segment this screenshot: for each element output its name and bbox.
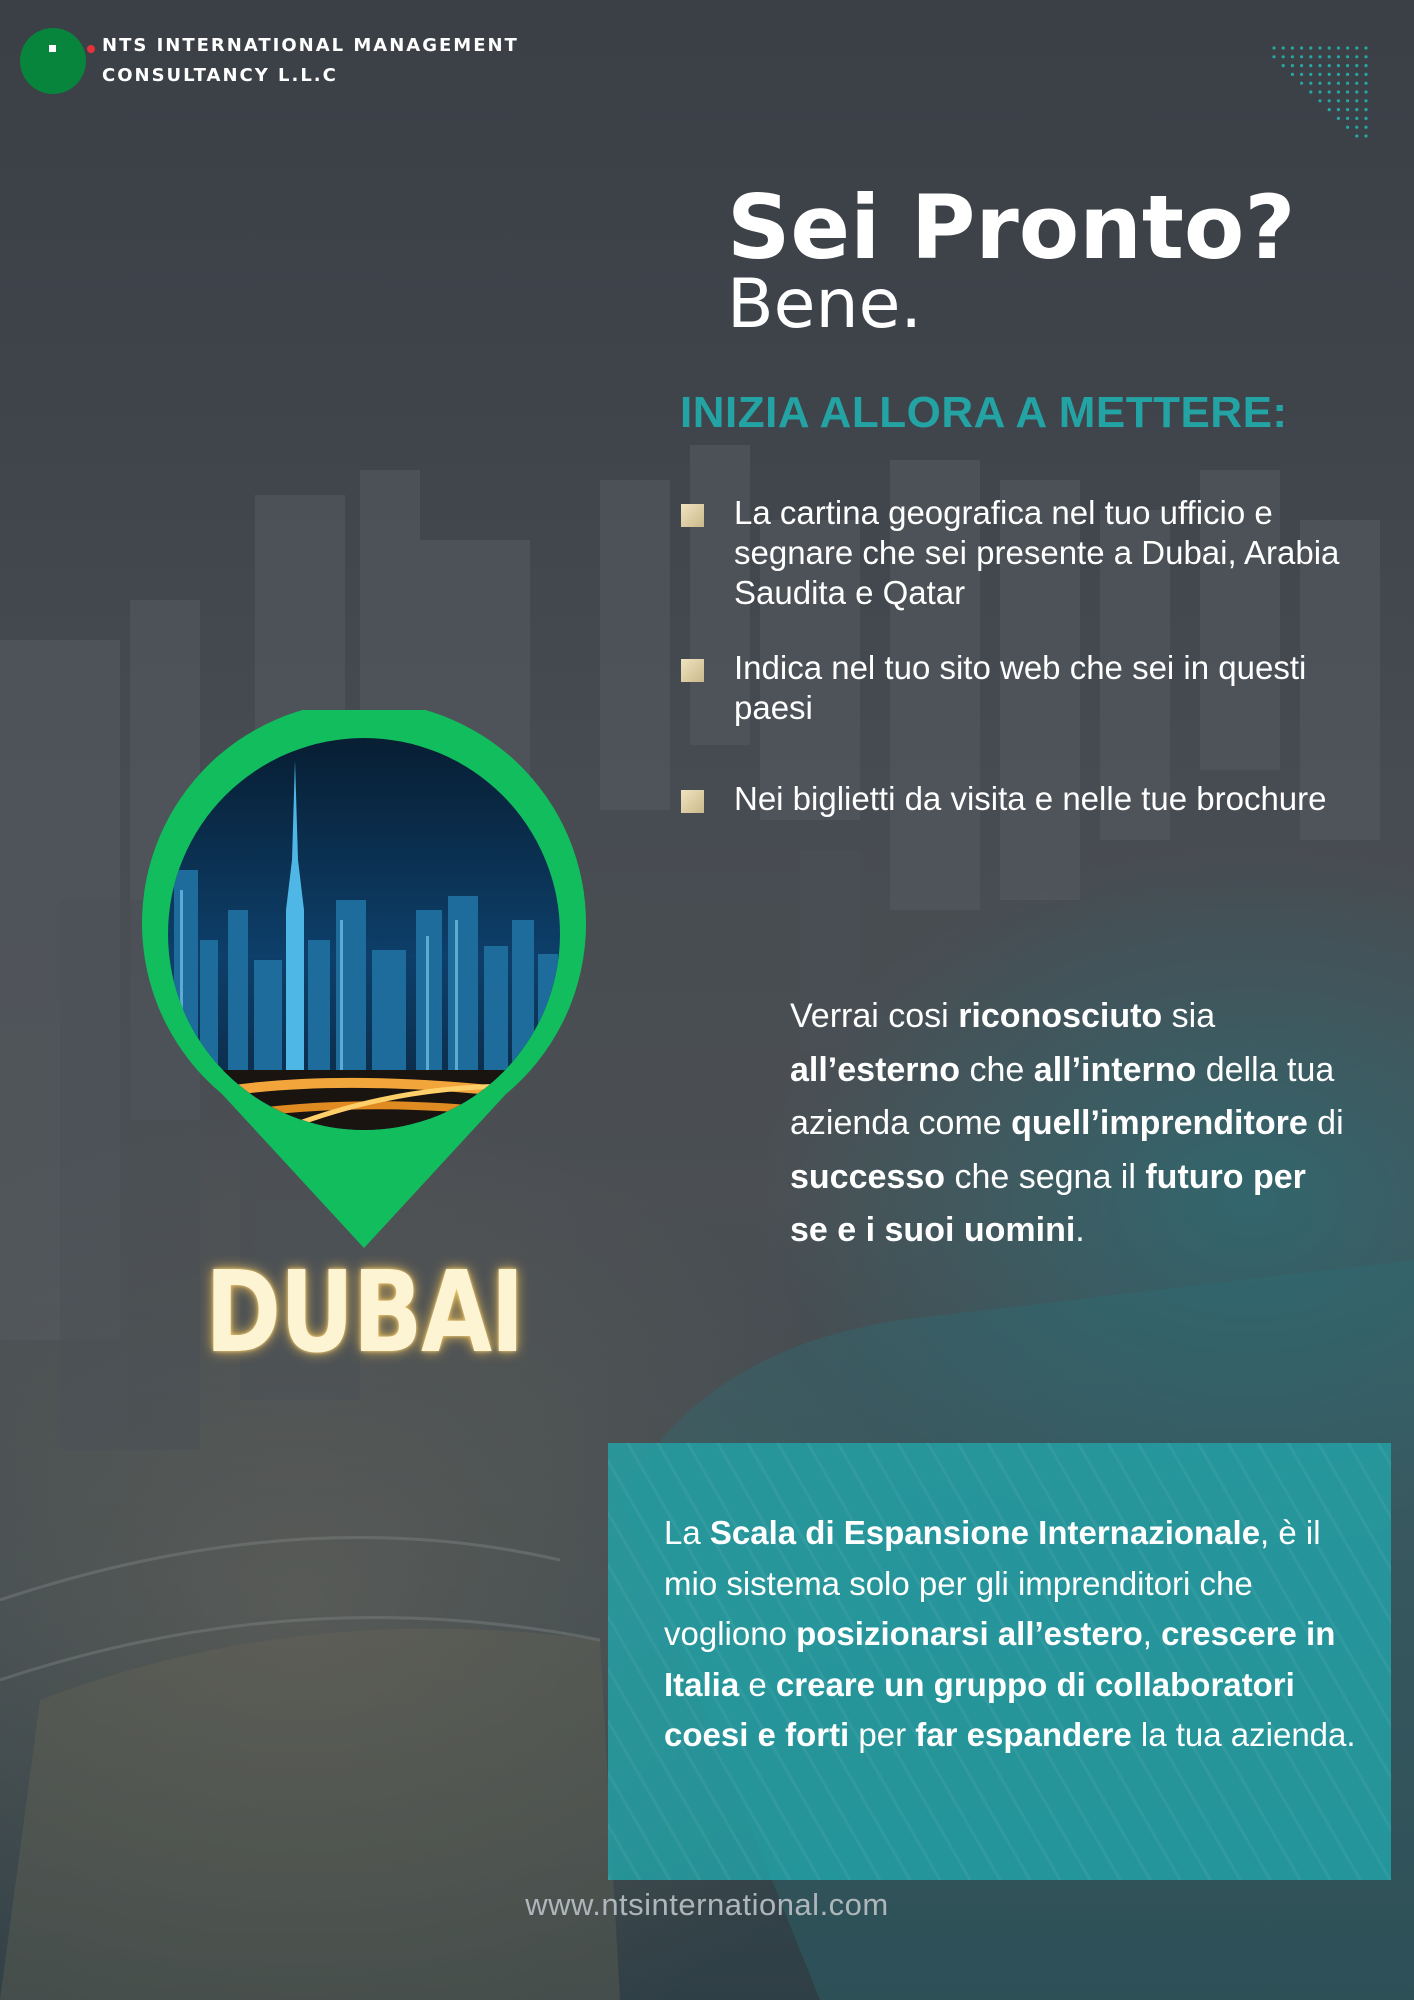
brand-name	[102, 31, 519, 91]
decoration-dot	[1291, 73, 1294, 76]
decoration-dot	[1346, 82, 1349, 85]
decoration-dot	[1318, 73, 1321, 76]
callout-emphasis: crescere in Italia	[664, 1615, 1336, 1703]
decoration-dot	[1355, 82, 1358, 85]
decoration-dot	[1318, 55, 1321, 58]
bullet-text: Nei biglietti da visita e nelle tue brochure	[734, 780, 1327, 817]
statement-text-part: Verrai cosi	[790, 997, 959, 1035]
decoration-dot	[1291, 46, 1294, 49]
decoration-dot	[1355, 126, 1358, 129]
callout-emphasis: Scala di Espansione Internazionale	[709, 1514, 1261, 1551]
decoration-dot	[1337, 73, 1340, 76]
decoration-dot	[1355, 46, 1358, 49]
decoration-dot	[1337, 82, 1340, 85]
bullet-text: La cartina geografica nel tuo ufficio e segnare che sei presente a Dubai, Arabia Saudita e Qatar	[734, 494, 1340, 611]
decoration-dot	[1355, 55, 1358, 58]
decoration-dot	[1337, 55, 1340, 58]
callout-text-part: ,	[1142, 1615, 1162, 1652]
decoration-dot	[1291, 55, 1294, 58]
square-bullet-icon	[681, 659, 704, 682]
nts-logo-icon	[20, 28, 86, 94]
callout-text-part: per	[849, 1716, 916, 1753]
decoration-dot	[1328, 90, 1331, 93]
decoration-dot	[1309, 82, 1312, 85]
decoration-dot	[1355, 117, 1358, 120]
statement-text-part: che	[960, 1050, 1034, 1089]
callout-text-part: La	[664, 1514, 710, 1551]
page-title: Sei Pronto?	[727, 176, 1296, 279]
statement-text	[790, 990, 1350, 1258]
decoration-dot	[1309, 73, 1312, 76]
decoration-dot	[1355, 134, 1358, 137]
callout-text-part: , è il mio sistema solo per gli imprenditori che vogliono	[664, 1514, 1321, 1652]
callout-emphasis: posizionarsi all’estero	[796, 1615, 1143, 1652]
decoration-dot	[1318, 99, 1321, 102]
statement-emphasis: quell’imprenditore	[1011, 1104, 1308, 1142]
statement-emphasis: all’interno	[1033, 1050, 1197, 1089]
logo-square-mark	[49, 45, 56, 52]
decoration-dot	[1364, 64, 1367, 67]
decoration-dot	[1337, 46, 1340, 49]
brand-logo	[20, 28, 519, 94]
brand-name-line1: NTS INTERNATIONAL MANAGEMENT	[102, 35, 519, 56]
decoration-dot	[1300, 46, 1303, 49]
bullet-text: Indica nel tuo sito web che sei in questi paesi	[734, 649, 1307, 726]
decoration-dot	[1355, 99, 1358, 102]
decoration-dot	[1364, 73, 1367, 76]
statement-text-part: della tua azienda come	[790, 1050, 1335, 1142]
decoration-dot	[1337, 117, 1340, 120]
decoration-dot	[1355, 73, 1358, 76]
decoration-dot	[1346, 73, 1349, 76]
decoration-dot	[1282, 55, 1285, 58]
decoration-dot	[1309, 55, 1312, 58]
callout-emphasis: creare un gruppo di collaboratori coesi e forti	[664, 1665, 1295, 1753]
decoration-dot	[1328, 82, 1331, 85]
decoration-dot	[1355, 90, 1358, 93]
decoration-dot	[1272, 55, 1275, 58]
decoration-dot	[1337, 99, 1340, 102]
decoration-dot	[1309, 64, 1312, 67]
decoration-dot	[1300, 73, 1303, 76]
decoration-dot	[1355, 108, 1358, 111]
brand-name-line2: CONSULTANCY L.L.C	[102, 65, 338, 86]
decoration-dot	[1337, 64, 1340, 67]
statement-text-part: .	[1075, 1211, 1085, 1249]
callout-text-part: e	[739, 1665, 776, 1703]
decoration-dot	[1355, 64, 1358, 67]
statement-emphasis: futuro per se e i suoi uomini	[790, 1157, 1306, 1249]
statement-text-part: sia	[1162, 997, 1216, 1035]
logo-red-dot	[87, 45, 95, 53]
decoration-dot	[1346, 126, 1349, 129]
decoration-dot	[1364, 99, 1367, 102]
square-bullet-icon	[681, 504, 704, 527]
decoration-dot	[1364, 134, 1367, 137]
decoration-dot	[1328, 73, 1331, 76]
decoration-dot	[1282, 64, 1285, 67]
callout-text-part: la tua azienda.	[1131, 1716, 1356, 1753]
decoration-dot	[1300, 82, 1303, 85]
decoration-dot	[1318, 90, 1321, 93]
decoration-dot	[1272, 46, 1275, 49]
decoration-dot	[1328, 99, 1331, 102]
statement-emphasis: successo	[790, 1157, 945, 1196]
statement-text-part: di	[1307, 1104, 1344, 1142]
decoration-dot	[1364, 46, 1367, 49]
decoration-dot	[1318, 64, 1321, 67]
decoration-dot	[1328, 55, 1331, 58]
decoration-dot	[1337, 90, 1340, 93]
decoration-dot	[1328, 108, 1331, 111]
decoration-dot	[1346, 108, 1349, 111]
city-label: DUBAI	[205, 1248, 523, 1378]
decoration-dot	[1364, 126, 1367, 129]
decoration-dot	[1282, 46, 1285, 49]
decoration-dot	[1346, 99, 1349, 102]
callout-emphasis: far espandere	[915, 1716, 1132, 1753]
decoration-dot	[1364, 82, 1367, 85]
decoration-dot	[1300, 55, 1303, 58]
square-bullet-icon	[681, 790, 704, 813]
decoration-dot	[1328, 64, 1331, 67]
statement-emphasis: riconosciuto	[958, 997, 1163, 1035]
decoration-dot	[1318, 46, 1321, 49]
callout-text	[664, 1508, 1364, 1761]
decoration-dot	[1364, 55, 1367, 58]
statement-text-part: che segna il	[945, 1157, 1146, 1196]
page-subtitle: Bene.	[727, 265, 923, 344]
decoration-dot	[1309, 90, 1312, 93]
section-title: INIZIA ALLORA A METTERE:	[680, 388, 1288, 437]
decoration-dot	[1300, 64, 1303, 67]
website-link[interactable]: www.ntsinternational.com	[525, 1887, 889, 1922]
decoration-dot	[1346, 55, 1349, 58]
decoration-dot	[1346, 117, 1349, 120]
decoration-dot	[1309, 46, 1312, 49]
decoration-dot	[1337, 108, 1340, 111]
decoration-dot	[1346, 90, 1349, 93]
decoration-dot	[1318, 82, 1321, 85]
decoration-dot	[1364, 108, 1367, 111]
map-pin-icon	[140, 710, 588, 1250]
decoration-dot	[1328, 46, 1331, 49]
decoration-dot	[1346, 64, 1349, 67]
decoration-dot	[1364, 117, 1367, 120]
decoration-dot	[1346, 46, 1349, 49]
decoration-dot	[1364, 90, 1367, 93]
decoration-dot	[1291, 64, 1294, 67]
dot-grid-decoration	[1270, 44, 1374, 142]
statement-emphasis: all’esterno	[790, 1050, 961, 1089]
